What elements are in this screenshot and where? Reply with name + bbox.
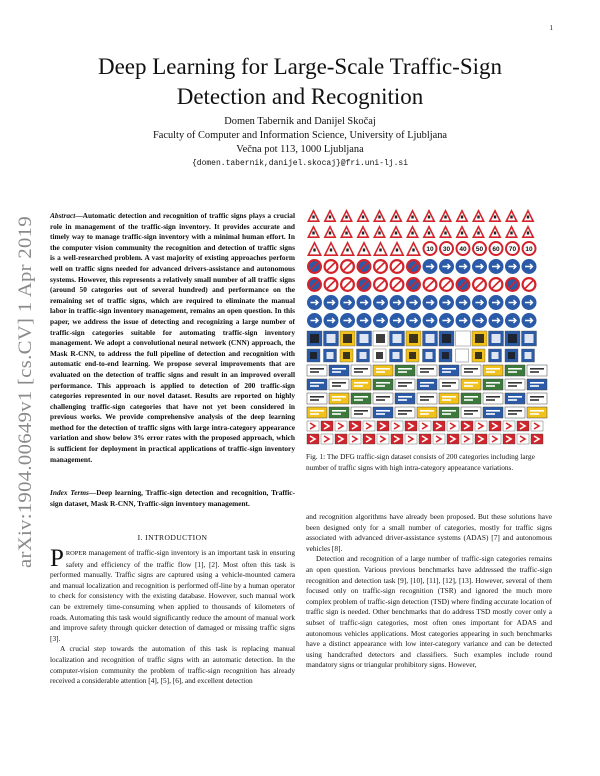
traffic-sign: [461, 434, 473, 444]
drop-cap: P: [50, 545, 64, 572]
traffic-sign: [373, 331, 388, 346]
figure-caption: Fig. 1: The DFG traffic-sign dataset consists of 200 categories including large number of traffic signs with high intra-category appearance variations.: [306, 452, 535, 472]
traffic-sign: [324, 225, 337, 238]
traffic-sign: [483, 365, 503, 376]
traffic-sign: [406, 225, 419, 238]
traffic-sign: [373, 349, 386, 362]
authors: Domen Tabernik and Danijel Skočaj: [224, 116, 376, 127]
traffic-sign: [475, 421, 487, 431]
traffic-sign: [391, 434, 403, 444]
traffic-sign: [357, 349, 370, 362]
index-terms: [50, 488, 295, 509]
traffic-sign: [351, 379, 371, 390]
traffic-sign: [439, 393, 459, 404]
right-paragraph-1: and recognition algorithms have already been proposed. But these solutions have been designed only for a small number of categories, mostly for traffic signs associated with advanced driver-assistance systems (ADAS) [7] and autonomous vehicles [8].: [306, 512, 552, 553]
traffic-sign: [307, 434, 319, 444]
traffic-sign: [439, 277, 454, 292]
traffic-sign: [321, 421, 333, 431]
traffic-sign: [456, 313, 471, 328]
traffic-sign: [373, 379, 393, 390]
traffic-sign: [363, 421, 375, 431]
traffic-sign: [423, 295, 438, 310]
traffic-sign: [390, 349, 403, 362]
traffic-sign: [423, 313, 438, 328]
traffic-sign: [335, 421, 347, 431]
traffic-sign: [433, 421, 445, 431]
traffic-sign: [483, 407, 503, 418]
traffic-sign: [324, 349, 337, 362]
traffic-sign: [377, 421, 389, 431]
traffic-sign: [423, 349, 436, 362]
traffic-sign: [373, 365, 393, 376]
traffic-sign: [472, 331, 487, 346]
traffic-sign: [489, 349, 502, 362]
traffic-sign: [406, 241, 421, 256]
traffic-sign: [472, 209, 485, 222]
traffic-sign: [472, 277, 487, 292]
traffic-sign: [307, 209, 320, 222]
traffic-sign: [329, 379, 349, 390]
traffic-sign: [472, 225, 485, 238]
traffic-sign: [406, 259, 421, 274]
traffic-sign: [417, 379, 437, 390]
traffic-sign: [505, 277, 520, 292]
title-line-1: Deep Learning for Large-Scale Traffic-Sign: [97, 54, 503, 79]
arxiv-stamp-text: arXiv:1904.00649v1 [cs.CV] 1 Apr 2019: [15, 244, 36, 568]
traffic-sign: [363, 434, 375, 444]
traffic-sign: [489, 277, 504, 292]
traffic-sign: [505, 295, 520, 310]
traffic-sign: [439, 407, 459, 418]
speed-limit-text: 40: [459, 245, 467, 253]
traffic-sign: [505, 331, 520, 346]
traffic-sign: [307, 295, 322, 310]
traffic-sign: [439, 349, 452, 362]
traffic-sign: [489, 421, 501, 431]
traffic-sign: [324, 209, 337, 222]
traffic-sign: [373, 277, 388, 292]
traffic-sign: [406, 349, 419, 362]
traffic-sign: [419, 434, 431, 444]
paper-title: [40, 52, 560, 112]
traffic-sign: [340, 259, 355, 274]
traffic-sign-figure: [306, 206, 550, 449]
traffic-sign: [522, 225, 535, 238]
traffic-sign: [307, 331, 322, 346]
traffic-sign: [373, 407, 393, 418]
traffic-sign: [439, 331, 454, 346]
traffic-sign: [417, 407, 437, 418]
traffic-sign: [503, 421, 515, 431]
traffic-sign: [505, 407, 525, 418]
traffic-sign: [483, 393, 503, 404]
traffic-sign: [522, 331, 537, 346]
traffic-sign: [395, 379, 415, 390]
traffic-sign: [489, 241, 504, 256]
traffic-sign: [357, 295, 372, 310]
abstract-label: Abstract: [50, 211, 76, 220]
traffic-sign: [505, 349, 518, 362]
traffic-sign: [489, 434, 501, 444]
traffic-sign: [456, 241, 471, 256]
traffic-sign: [489, 331, 504, 346]
abstract: [50, 211, 295, 465]
traffic-sign: [417, 365, 437, 376]
traffic-sign: [324, 331, 339, 346]
traffic-sign: [351, 393, 371, 404]
traffic-sign: [456, 277, 471, 292]
right-column-text: [306, 512, 552, 671]
traffic-sign: [307, 349, 320, 362]
traffic-sign: [447, 434, 459, 444]
traffic-sign: [395, 407, 415, 418]
traffic-sign: [531, 434, 543, 444]
traffic-sign: [373, 241, 388, 256]
traffic-sign: [447, 421, 459, 431]
traffic-sign: [390, 209, 403, 222]
traffic-sign: [321, 434, 333, 444]
traffic-sign: [307, 313, 322, 328]
traffic-sign: [349, 434, 361, 444]
traffic-sign: [373, 259, 388, 274]
traffic-sign: [439, 209, 452, 222]
speed-limit-text: 70: [508, 245, 517, 253]
address: Večna pot 113, 1000 Ljubljana: [236, 144, 364, 155]
traffic-sign: [522, 209, 535, 222]
traffic-sign: [517, 434, 529, 444]
traffic-sign: [324, 259, 339, 274]
traffic-sign: [329, 365, 349, 376]
traffic-sign: [406, 295, 421, 310]
index-terms-text: —Deep learning, Traffic-sign detection and recognition, Traffic-sign dataset, Mask R-CNN, Traffic-sign inventory management.: [50, 488, 295, 508]
traffic-sign: [522, 295, 537, 310]
traffic-sign: [423, 209, 436, 222]
traffic-sign: [357, 277, 372, 292]
traffic-sign: [357, 259, 372, 274]
email: {domen.tabernik,danijel.skocaj}@fri.uni-lj.si: [191, 159, 409, 168]
traffic-sign: [489, 313, 504, 328]
traffic-sign: [419, 421, 431, 431]
traffic-sign: [489, 225, 502, 238]
traffic-sign: [527, 379, 547, 390]
abstract-text: —Automatic detection and recognition of traffic signs plays a crucial role in management of the traffic-sign inventory. It provides accurate and timely way to manage traffic-sign inventory with a minimal human effort. In the computer vision community the recognition and detection of traffic signs is a well-researched problem. A vast majority of existing approaches perform well on traffic signs needed for advanced drivers-assistance and autonomous systems. However, this represents a relatively small number of all traffic signs (around 50 categories out of several hundred) and performance on the remaining set of traffic signs, which are required to eliminate the manual labor in traffic-sign inventory management, remains an open question. In this paper, we address the issue of detecting and recognizing a large number of traffic-sign categories suitable for automating traffic-sign inventory management. We adopt a convolutional neural network (CNN) approach, the Mask R-CNN, to address the full pipeline of detection and recognition with automatic end-to-end learning. We propose several improvements that are evaluated on the detection of traffic signs and result in an improved overall performance. This approach is applied to detection of 200 traffic-sign categories represented in our novel dataset. Results are reported on highly challenging traffic-sign categories that have not yet been considered in previous works. We provide comprehensive analysis of the deep learning method for the detection of traffic signs with large intra-category appearance variation and show below 3% error rates with the proposed approach, which is sufficient for deployment in practical applications of traffic-sign inventory management.: [50, 211, 295, 464]
traffic-sign: [340, 277, 355, 292]
traffic-sign: [391, 421, 403, 431]
speed-limit-text: 10: [525, 245, 533, 253]
traffic-sign: [423, 331, 438, 346]
traffic-sign: [461, 393, 481, 404]
traffic-sign: [373, 313, 388, 328]
traffic-sign: [307, 277, 322, 292]
traffic-sign: [351, 365, 371, 376]
traffic-sign: [472, 241, 487, 256]
traffic-sign: [522, 259, 537, 274]
traffic-sign: [340, 313, 355, 328]
traffic-sign: [423, 241, 438, 256]
traffic-sign: [324, 313, 339, 328]
traffic-sign: [406, 209, 419, 222]
traffic-sign: [390, 259, 405, 274]
traffic-sign: [456, 225, 469, 238]
traffic-sign: [406, 277, 421, 292]
traffic-sign: [357, 313, 372, 328]
speed-limit-text: 60: [492, 245, 500, 253]
traffic-sign: [489, 259, 504, 274]
traffic-sign: [527, 365, 547, 376]
traffic-sign: [439, 365, 459, 376]
intro-p1-text: management of traffic-sign inventory is an important task in ensuring safety and efficiency of the traffic flow [1], [2]. Most often this task is performed manually. Traffic signs are captured using a vehicle-mounted camera and manual localization and recognition is performed off-line by a human operator to check for consistency with the existing database. However, such manual work can be extremely time-consuming when applied to thousands of kilometers of roads. Automating this task would significantly reduce the amount of manual work and improve safety through quicker detection of damaged or missing traffic signs [3].: [50, 548, 295, 643]
index-terms-label: Index Terms: [50, 488, 89, 497]
traffic-sign: [307, 225, 320, 238]
introduction-text: [50, 545, 295, 687]
traffic-sign: [456, 259, 471, 274]
traffic-sign: [456, 349, 469, 362]
traffic-sign: [522, 241, 537, 256]
traffic-sign: [461, 379, 481, 390]
traffic-sign: [439, 295, 454, 310]
traffic-sign: [357, 225, 370, 238]
speed-limit-text: 30: [442, 245, 451, 253]
section-heading: I. INTRODUCTION: [137, 533, 208, 542]
traffic-sign: [483, 379, 503, 390]
traffic-sign: [390, 331, 405, 346]
traffic-sign: [340, 241, 355, 256]
traffic-sign: [489, 209, 502, 222]
affiliation: Faculty of Computer and Information Science, University of Ljubljana: [152, 130, 448, 141]
traffic-sign: [505, 313, 520, 328]
author-block: [40, 115, 560, 171]
page-number: 1: [549, 24, 553, 32]
right-paragraph-2: Detection and recognition of a large number of traffic-sign categories remains an open question. Various previous benchmarks have addressed the traffic-sign recognition and detection task [9], [10], [11], [12], [13]. However, several of them focused only on traffic-sign recognition (TSR) and ignored the much more complex problem of traffic-sign detection (TSD) where finding accurate location of traffic sign is needed. Other benchmarks that do address TSD mostly cover only a subset of traffic-sign categories, most often ones important for ADAS and autonomous vehicles applications. Most categories appearing in such benchmarks have a distinct appearance with low inter-category variance and can be detected using handcrafted detectors and classifiers. Such examples include round mandatory signs or triangular prohibitory signs. However,: [306, 554, 552, 670]
intro-paragraph-1: [50, 545, 295, 644]
traffic-sign: [505, 379, 525, 390]
traffic-sign: [531, 421, 543, 431]
traffic-sign: [439, 379, 459, 390]
traffic-sign: [324, 241, 339, 256]
traffic-sign: [307, 259, 322, 274]
traffic-sign: [472, 313, 487, 328]
traffic-sign: [307, 365, 327, 376]
traffic-sign: [505, 225, 518, 238]
traffic-sign: [475, 434, 487, 444]
traffic-sign: [472, 259, 487, 274]
traffic-sign: [461, 365, 481, 376]
traffic-sign: [433, 434, 445, 444]
traffic-sign: [340, 331, 355, 346]
traffic-sign: [395, 393, 415, 404]
traffic-sign: [357, 209, 370, 222]
traffic-sign: [340, 295, 355, 310]
traffic-sign: [423, 225, 436, 238]
traffic-sign: [395, 365, 415, 376]
traffic-sign: [329, 407, 349, 418]
traffic-sign: [390, 225, 403, 238]
traffic-sign: [390, 313, 405, 328]
traffic-sign: [522, 277, 537, 292]
traffic-sign: [439, 225, 452, 238]
traffic-sign: [357, 331, 372, 346]
traffic-sign: [307, 241, 322, 256]
traffic-sign: [340, 209, 353, 222]
traffic-sign: [373, 225, 386, 238]
traffic-sign: [423, 259, 438, 274]
traffic-sign: [503, 434, 515, 444]
traffic-sign: [505, 393, 525, 404]
traffic-sign-grid: [306, 206, 550, 449]
traffic-sign: [405, 434, 417, 444]
traffic-sign: [439, 241, 454, 256]
traffic-sign: [324, 277, 339, 292]
arxiv-stamp: [3, 210, 43, 570]
traffic-sign: [405, 421, 417, 431]
traffic-sign: [373, 295, 388, 310]
traffic-sign: [307, 421, 319, 431]
traffic-sign: [489, 295, 504, 310]
traffic-sign: [373, 209, 386, 222]
traffic-sign: [472, 295, 487, 310]
traffic-sign: [417, 393, 437, 404]
title-line-2: Detection and Recognition: [176, 84, 424, 109]
speed-limit-text: 50: [475, 245, 484, 253]
traffic-sign: [406, 331, 421, 346]
traffic-sign: [517, 421, 529, 431]
traffic-sign: [340, 349, 353, 362]
traffic-sign: [527, 393, 547, 404]
traffic-sign: [377, 434, 389, 444]
traffic-sign: [527, 407, 547, 418]
intro-smallcaps: ROPER: [65, 550, 87, 557]
traffic-sign: [505, 259, 520, 274]
traffic-sign: [390, 241, 405, 256]
traffic-sign: [307, 379, 327, 390]
traffic-sign: [461, 407, 481, 418]
traffic-sign: [324, 295, 339, 310]
traffic-sign: [335, 434, 347, 444]
traffic-sign: [351, 407, 371, 418]
traffic-sign: [406, 313, 421, 328]
traffic-sign: [373, 393, 393, 404]
traffic-sign: [472, 349, 485, 362]
traffic-sign: [505, 241, 520, 256]
traffic-sign: [307, 407, 327, 418]
traffic-sign: [349, 421, 361, 431]
traffic-sign: [456, 331, 471, 346]
traffic-sign: [307, 393, 327, 404]
traffic-sign: [505, 209, 518, 222]
traffic-sign: [390, 277, 405, 292]
traffic-sign: [340, 225, 353, 238]
traffic-sign: [456, 209, 469, 222]
speed-limit-text: 10: [426, 245, 434, 253]
traffic-sign: [456, 295, 471, 310]
traffic-sign: [423, 277, 438, 292]
traffic-sign: [439, 313, 454, 328]
traffic-sign: [329, 393, 349, 404]
traffic-sign: [522, 313, 537, 328]
traffic-sign: [522, 349, 535, 362]
intro-paragraph-2: A crucial step towards the automation of this task is replacing manual localization and recognition of traffic signs with an automatic detection. In the computer-vision community the problem of traffic-sign recognition has already received a considerable attention [4], [5], [6], and excellent detection: [50, 644, 295, 686]
traffic-sign: [357, 241, 372, 256]
traffic-sign: [390, 295, 405, 310]
traffic-sign: [439, 259, 454, 274]
traffic-sign: [505, 365, 525, 376]
traffic-sign: [461, 421, 473, 431]
